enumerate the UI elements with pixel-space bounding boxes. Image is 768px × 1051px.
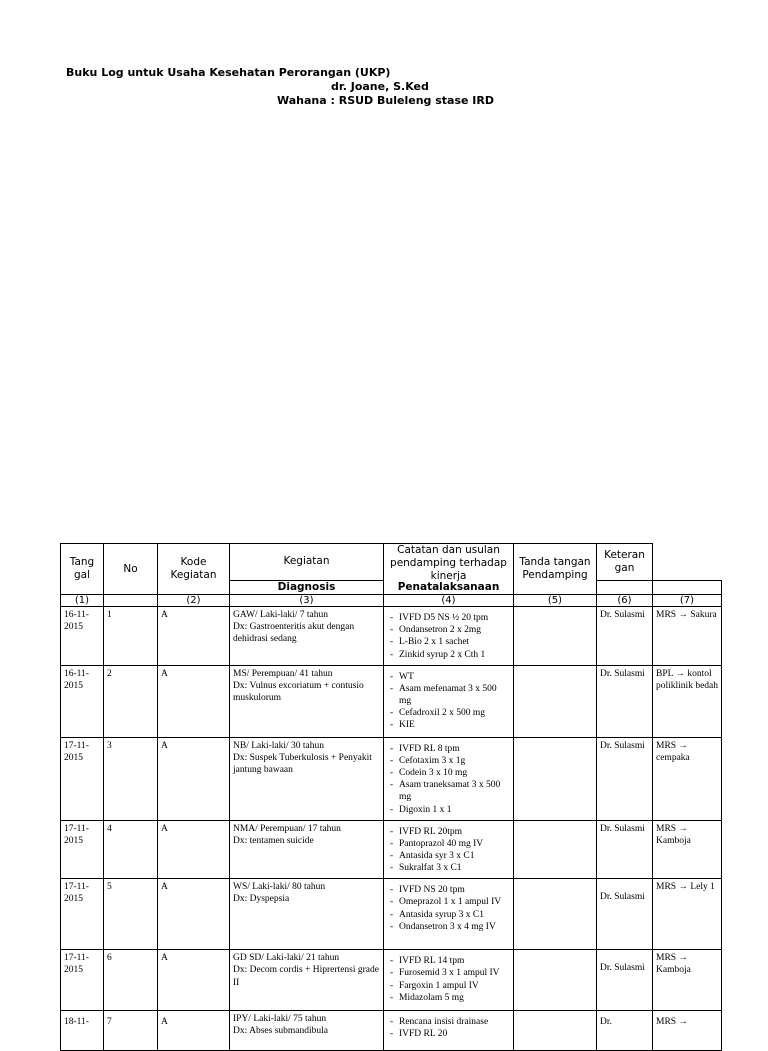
pendamping-cell: Dr. Sulasmi [597, 665, 653, 737]
keterangan-cell: BPL → kontol poliklinik bedah [653, 665, 722, 737]
doctor-name: dr. Joane, S.Ked [331, 80, 429, 93]
no-cell: 4 [104, 820, 158, 879]
keterangan-cell: MRS → cempaka [653, 737, 722, 820]
header-keterangan-sub [597, 581, 653, 595]
dx-text: Dx: Abses submandibula [233, 1026, 328, 1037]
tx-item: - Ondansetron 3 x 4 mg IV [387, 921, 510, 933]
no-cell: 1 [104, 607, 158, 666]
pasien-text: IPY/ Laki-laki/ 75 tahun [233, 1014, 327, 1025]
tx-item: - IVFD RL 8 tpm [387, 743, 510, 755]
diagnosis-cell [230, 820, 384, 879]
diagnosis-cell [230, 950, 384, 1011]
pendamping-cell: Dr. Sulasmi [597, 737, 653, 820]
pasien-text: GAW/ Laki-laki/ 7 tahun [233, 610, 329, 621]
kode-cell: A [158, 737, 230, 820]
tanggal-cell: 16-11-2015 [61, 665, 104, 737]
table-row [61, 1011, 722, 1051]
tanda-tangan-cell [514, 737, 597, 820]
tx-item: - Codein 3 x 10 mg [387, 767, 510, 779]
no-cell: 7 [104, 1011, 158, 1051]
dx-text: Dx: Vulnus excoriatum + contusio muskulorum [233, 680, 364, 704]
tx-item: - IVFD RL 20 [387, 1028, 510, 1040]
kode-cell: A [158, 879, 230, 950]
colnum-3: (3) [230, 595, 384, 607]
header-penatalaksanaan: Penatalaksanaan [397, 581, 500, 594]
table-row [61, 820, 722, 879]
wahana-label: Wahana : RSUD Buleleng stase IRD [277, 94, 494, 107]
colnum-blank [104, 595, 158, 607]
tanda-tangan-cell [514, 879, 597, 950]
pendamping-cell: Dr. Sulasmi [597, 879, 653, 950]
kode-cell: A [158, 665, 230, 737]
pasien-text: GD SD/ Laki-laki/ 21 tahun [233, 953, 340, 964]
no-cell: 6 [104, 950, 158, 1011]
diagnosis-cell [230, 665, 384, 737]
penatalaksanaan-cell [384, 1011, 514, 1051]
colnum-4 [384, 581, 514, 607]
tx-item: - Antasida syrup 3 x C1 [387, 909, 510, 921]
colnum-5: (5) [514, 595, 597, 607]
tanggal-cell: 16-11-2015 [61, 607, 104, 666]
colnum-1: (1) [61, 595, 104, 607]
document-title: Buku Log untuk Usaha Kesehatan Perorangan (UKP) [66, 66, 391, 79]
keterangan-cell: MRS → Sakura [653, 607, 722, 666]
header-diagnosis: Diagnosis [230, 581, 384, 595]
header-tanggal: Tang gal [61, 544, 104, 595]
penatalaksanaan-cell [384, 879, 514, 950]
table-row [61, 665, 722, 737]
header-empty [653, 544, 722, 581]
tx-item: - Asam traneksamat 3 x 500 mg [387, 779, 510, 803]
tx-item: - L-Bio 2 x 1 sachet [387, 636, 510, 648]
tx-item: - Midazolam 5 mg [387, 992, 510, 1004]
header-catatan: Catatan dan usulan pendamping terhadap kinerja [384, 544, 514, 595]
table-row [61, 950, 722, 1011]
dx-text: Dx: tentamen suicide [233, 835, 314, 846]
tanggal-cell: 18-11- [61, 1011, 104, 1051]
dx-text: Dx: Gastroenteritis akut dengan dehidrasi sedang [233, 622, 355, 645]
tx-item: - IVFD RL 14 tpm [387, 955, 510, 967]
tx-item: - Cefadroxil 2 x 500 mg [387, 707, 510, 719]
no-cell: 3 [104, 737, 158, 820]
dx-text: Dx: Suspek Tuberkulosis + Penyakit jantung bawaan [233, 752, 372, 776]
tx-item: - Zinkid syrup 2 x Cth 1 [387, 649, 510, 661]
tanda-tangan-cell [514, 820, 597, 879]
no-cell: 2 [104, 665, 158, 737]
tx-item: - KIE [387, 719, 510, 731]
pasien-text: WS/ Laki-laki/ 80 tahun [233, 882, 326, 893]
header-kegiatan: Kegiatan [230, 544, 384, 581]
penatalaksanaan-cell [384, 820, 514, 879]
penatalaksanaan-cell [384, 607, 514, 666]
tx-item: - Asam mefenamat 3 x 500 mg [387, 683, 510, 707]
tx-item: - IVFD D5 NS ½ 20 tpm [387, 612, 510, 624]
keterangan-cell: MRS → Kamboja [653, 950, 722, 1011]
pasien-text: NB/ Laki-laki/ 30 tahun [233, 740, 325, 751]
pendamping-cell: Dr. Sulasmi [597, 950, 653, 1011]
pendamping-cell: Dr. Sulasmi [597, 607, 653, 666]
colnum-2: (2) [158, 595, 230, 607]
keterangan-cell: MRS → Kamboja [653, 820, 722, 879]
tanggal-cell: 17-11-2015 [61, 737, 104, 820]
pendamping-cell: Dr. Sulasmi [597, 820, 653, 879]
keterangan-cell: MRS → [653, 1011, 722, 1051]
tx-item: - IVFD NS 20 tpm [387, 884, 510, 896]
tanda-tangan-cell [514, 607, 597, 666]
colnum-4-label: (4) [441, 595, 456, 607]
tanggal-cell: 17-11-2015 [61, 950, 104, 1011]
tanda-tangan-cell [514, 950, 597, 1011]
kode-cell: A [158, 950, 230, 1011]
tx-item: - Cefotaxim 3 x 1g [387, 755, 510, 767]
tanda-tangan-cell [514, 665, 597, 737]
kode-cell: A [158, 607, 230, 666]
keterangan-cell: MRS → Lely 1 [653, 879, 722, 950]
tx-item: - WT [387, 671, 510, 683]
header-keterangan: Keteran gan [597, 544, 653, 581]
table-row [61, 607, 722, 666]
header-tanda-tangan: Tanda tangan Pendamping [514, 544, 597, 595]
diagnosis-cell [230, 607, 384, 666]
diagnosis-cell [230, 879, 384, 950]
diagnosis-cell [230, 1011, 384, 1051]
dx-text: Dx: Decom cordis + Hiprertensi grade II [233, 965, 379, 988]
header-kode-kegiatan: Kode Kegiatan [158, 544, 230, 595]
pasien-text: MS/ Perempuan/ 41 tahun [233, 668, 333, 679]
tanggal-cell: 17-11-2015 [61, 820, 104, 879]
dx-text: Dx: Dyspepsia [233, 894, 290, 905]
penatalaksanaan-cell [384, 737, 514, 820]
kode-cell: A [158, 1011, 230, 1051]
tanggal-cell: 17-11-2015 [61, 879, 104, 950]
colnum-6: (6) [597, 595, 653, 607]
log-table [60, 543, 722, 1051]
colnum-7: (7) [653, 595, 722, 607]
penatalaksanaan-cell [384, 665, 514, 737]
pasien-text: NMA/ Perempuan/ 17 tahun [233, 823, 341, 834]
header-no: No [104, 544, 158, 595]
tx-item: - Furosemid 3 x 1 ampul IV [387, 967, 510, 979]
tx-item: - Sukralfat 3 x C1 [387, 862, 510, 874]
diagnosis-cell [230, 737, 384, 820]
pendamping-cell: Dr. [597, 1011, 653, 1051]
kode-cell: A [158, 820, 230, 879]
tx-item: - Omeprazol 1 x 1 ampul IV [387, 896, 510, 908]
penatalaksanaan-cell [384, 950, 514, 1011]
tx-item: - Pantoprazol 40 mg IV [387, 838, 510, 850]
tanda-tangan-cell [514, 1011, 597, 1051]
tx-item: - Digoxin 1 x 1 [387, 804, 510, 816]
tx-item: - Rencana insisi drainase [387, 1016, 510, 1028]
tx-item: - Antasida syr 3 x C1 [387, 850, 510, 862]
tx-item: - Fargoxin 1 ampul IV [387, 980, 510, 992]
tx-item: - IVFD RL 20tpm [387, 826, 510, 838]
table-row [61, 879, 722, 950]
tx-item: - Ondansetron 2 x 2mg [387, 624, 510, 636]
header-empty-sub [653, 581, 722, 595]
table-row [61, 737, 722, 820]
no-cell: 5 [104, 879, 158, 950]
